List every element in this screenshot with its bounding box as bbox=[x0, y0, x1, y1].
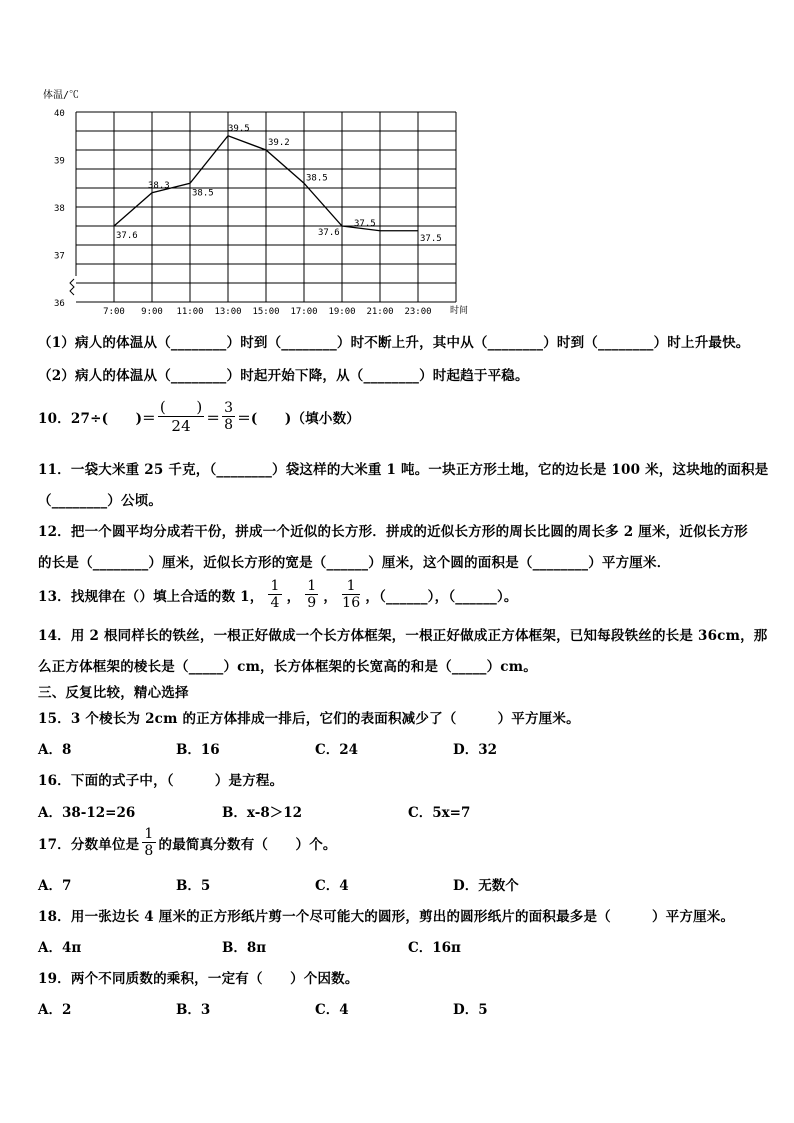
q17-fraction bbox=[142, 826, 155, 859]
q17-stem bbox=[38, 826, 337, 859]
q12-line2: 的长是（________）厘米，近似长方形的宽是（______）厘米，这个圆的面积是（________）平方厘米． bbox=[38, 555, 671, 571]
q15-stem: 15．3 个棱长为 2cm 的正方体排成一排后，它们的表面积减少了（ ）平方厘米。 bbox=[38, 711, 580, 727]
q16-option-c[interactable]: C．5x=7 bbox=[408, 805, 471, 821]
q14-line1: 14．用 2 根同样长的铁丝，一根正好做成一个长方体框架，一根正好做成正方体框架，已知每段铁丝的长是 36cm，那 bbox=[38, 628, 768, 644]
q13-f1-den: 4 bbox=[270, 595, 280, 611]
q11-line2: （________）公顷。 bbox=[38, 493, 163, 509]
x-tick-label: 19:00 bbox=[328, 307, 356, 317]
q15-option-b[interactable]: B．16 bbox=[176, 742, 220, 758]
x-tick-label: 7:00 bbox=[103, 307, 125, 317]
q18-stem: 18．用一张边长 4 厘米的正方形纸片剪一个尽可能大的圆形，剪出的圆形纸片的面积最多是（ ）平方厘米。 bbox=[38, 909, 735, 925]
q16-option-b[interactable]: B．x-8＞12 bbox=[222, 805, 303, 821]
data-label: 38.5 bbox=[192, 188, 214, 199]
x-tick-label: 21:00 bbox=[366, 307, 394, 317]
q16-option-a[interactable]: A．38-12=26 bbox=[38, 805, 136, 821]
x-tick-labels bbox=[103, 307, 431, 317]
data-label: 37.6 bbox=[116, 231, 138, 241]
q13-f3-den: 16 bbox=[342, 595, 361, 611]
q10-tail: ＝( )（填小数） bbox=[237, 410, 360, 427]
q17-f-num: 1 bbox=[144, 826, 154, 842]
q18-option-a[interactable]: A．4π bbox=[38, 940, 82, 956]
x-tick-label: 9:00 bbox=[141, 307, 163, 317]
q15-option-d[interactable]: D．32 bbox=[453, 742, 497, 758]
q17-option-a[interactable]: A．7 bbox=[38, 878, 72, 894]
q13-lead: 13．找规律在（）填上合适的数 1， bbox=[38, 588, 264, 605]
q17-tail: 的最简真分数有（ ）个。 bbox=[158, 836, 337, 853]
q17-option-c[interactable]: C．4 bbox=[315, 878, 349, 894]
data-label: 37.5 bbox=[420, 233, 442, 244]
x-tick-label: 23:00 bbox=[404, 307, 432, 317]
x-axis-label: 时间 bbox=[450, 306, 469, 316]
q13-f3-num: 1 bbox=[342, 578, 360, 595]
x-tick-label: 15:00 bbox=[252, 307, 280, 317]
q10-frac-denominator: 24 bbox=[171, 417, 191, 435]
x-tick-label: 11:00 bbox=[176, 307, 204, 317]
temperature-line-chart bbox=[38, 84, 478, 320]
data-label: 38.5 bbox=[306, 173, 328, 184]
q17-f-den: 8 bbox=[144, 843, 154, 859]
data-label: 38.3 bbox=[148, 180, 170, 191]
chart-grid bbox=[76, 112, 456, 302]
q13-f1-num: 1 bbox=[270, 578, 280, 594]
q19-option-c[interactable]: C．4 bbox=[315, 1002, 349, 1018]
section-3-heading: 三、反复比较，精心选择 bbox=[38, 685, 189, 701]
q18-option-b[interactable]: B．8π bbox=[222, 940, 267, 956]
q13-f2-num: 1 bbox=[307, 578, 317, 594]
q13-sep-1: ， bbox=[286, 588, 301, 605]
y-tick-label: 37 bbox=[54, 251, 65, 262]
y-tick-label: 36 bbox=[54, 299, 65, 309]
y-tick-label: 39 bbox=[54, 156, 65, 167]
q10-fraction-blank bbox=[158, 398, 205, 435]
q10-f-numerator: 3 bbox=[224, 400, 234, 416]
y-tick-labels bbox=[54, 109, 65, 309]
q10-equals: ＝ bbox=[206, 410, 221, 427]
q11-line1: 11．一袋大米重 25 千克，（________）袋这样的大米重 1 吨。一块正方形土地，它的边长是 100 米，这块地的面积是 bbox=[38, 462, 769, 478]
q17-option-b[interactable]: B．5 bbox=[176, 878, 211, 894]
q13-fraction-2 bbox=[305, 578, 318, 611]
q14-line2: 么正方体框架的棱长是（_____）cm，长方体框架的长宽高的和是（_____）cm。 bbox=[38, 659, 537, 675]
data-label: 37.6 bbox=[318, 228, 340, 238]
q10-lead: 10．27÷( )＝ bbox=[38, 410, 156, 427]
x-tick-label: 17:00 bbox=[290, 307, 318, 317]
q13-f2-den: 9 bbox=[307, 595, 317, 611]
y-tick-label: 38 bbox=[54, 204, 65, 214]
q19-option-b[interactable]: B．3 bbox=[176, 1002, 211, 1018]
q12-line1: 12．把一个圆平均分成若干份，拼成一个近似的长方形．拼成的近似长方形的周长比圆的周长多 2 厘米，近似长方形 bbox=[38, 524, 748, 540]
q15-option-a[interactable]: A．8 bbox=[38, 742, 72, 758]
q9-part1: （1）病人的体温从（________）时到（________）时不断上升，其中从（________）时到（________）时上升最快。 bbox=[38, 335, 750, 351]
q17-option-d[interactable]: D．无数个 bbox=[453, 878, 519, 894]
data-label: 37.5 bbox=[354, 218, 376, 229]
data-label: 39.5 bbox=[228, 123, 250, 134]
q16-stem: 16．下面的式子中，（ ）是方程。 bbox=[38, 773, 284, 789]
q10-fraction bbox=[222, 400, 235, 433]
q13-fraction-3 bbox=[342, 578, 360, 611]
q13 bbox=[38, 578, 518, 611]
data-label: 39.2 bbox=[268, 138, 290, 148]
y-axis-label: 体温/℃ bbox=[43, 90, 80, 101]
axis-break-mark bbox=[70, 279, 74, 295]
q10-f-denominator: 8 bbox=[224, 417, 234, 433]
x-tick-label: 13:00 bbox=[214, 307, 242, 317]
q13-tail: ，（______），（______）。 bbox=[365, 588, 518, 605]
q19-stem: 19．两个不同质数的乘积，一定有（ ）个因数。 bbox=[38, 971, 359, 987]
q19-option-d[interactable]: D．5 bbox=[453, 1002, 488, 1018]
q13-fraction-1 bbox=[268, 578, 281, 611]
q19-option-a[interactable]: A．2 bbox=[38, 1002, 72, 1018]
q10 bbox=[38, 398, 360, 435]
q13-sep-2: ， bbox=[323, 588, 338, 605]
q15-option-c[interactable]: C．24 bbox=[315, 742, 359, 758]
q17-lead: 17．分数单位是 bbox=[38, 836, 140, 853]
q9-part2: （2）病人的体温从（________）时起开始下降，从（________）时起趋于平稳。 bbox=[38, 368, 529, 384]
q18-option-c[interactable]: C．16π bbox=[408, 940, 461, 956]
y-tick-label: 40 bbox=[54, 109, 65, 119]
q10-frac-numerator: ( ) bbox=[159, 398, 203, 416]
